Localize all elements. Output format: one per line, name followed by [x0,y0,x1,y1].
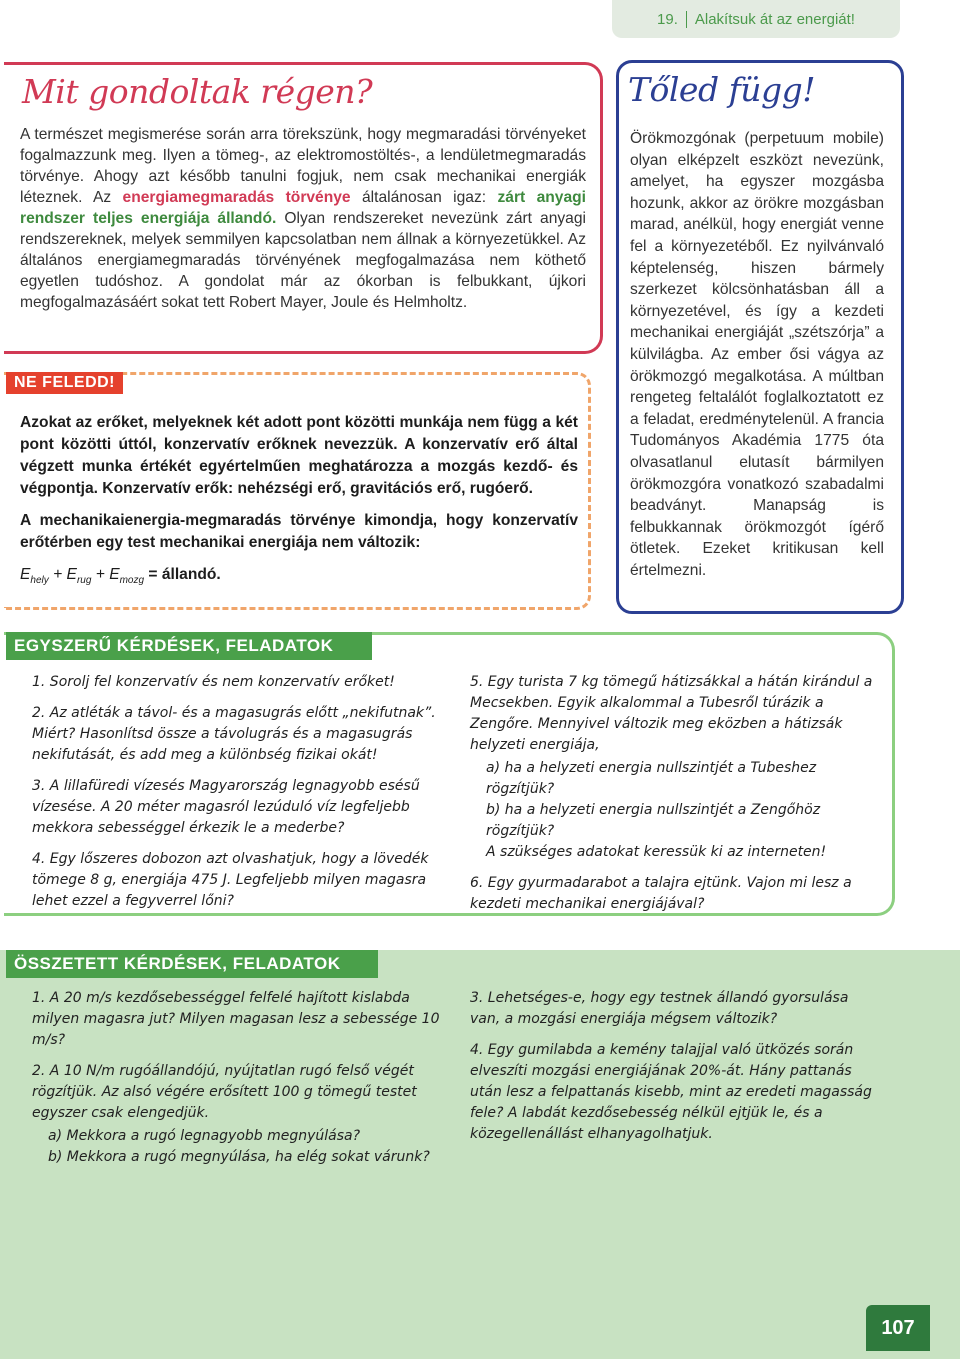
highlight-conservation-law: energiamegmaradás törvénye [122,189,351,206]
history-text [20,124,586,313]
complex-question-3: 3. Lehetséges-e, hogy egy testnek állandó gyorsulása van, a mozgási energiája mégsem változik? [470,990,849,1027]
complex-questions-heading: ÖSSZETETT KÉRDÉSEK, FELADATOK [6,950,378,978]
simple-question-6: 6. Egy gyurmadarabot a talajra ejtünk. Vajon mi lesz a kezdeti mechanikai energiájával? [470,875,852,912]
complex-question-2b: b) Mekkora a rugó megnyúlása, ha elég sokat várunk? [48,1149,430,1165]
simple-questions-left [32,672,452,922]
energy-formula: $E_{hely} + E_{rug} + E_{mozg}$ = állandó. [20,566,221,587]
chapter-number: 19. [657,11,687,28]
complex-questions-left [32,988,442,1168]
simple-question-5-note: A szükséges adatokat keressük ki az interneten! [486,844,827,860]
remember-text [20,412,578,592]
highlight-closed-system: zárt anyagi rendszer teljes energiája állandó. [20,189,587,227]
depends-on-you-text: Örökmozgónak (perpetuum mobile) olyan elképzelt eszközt nevezünk, amelyet, ha egyszer mozgásba hozunk, akkor az örökre mozgásban marad, anélkül, hogy energiát venne fel a környezetéből. Ez nyilvánvaló képtelenség, hiszen bármely szerkezet kölcsönhatásban áll a környezetével, és így a kezdeti mechanikai energiáját „szétszórja” a külvilágba. Az ember ősi vágya az örökmozgó megalkotása. A múltban rengeteg feltalálót foglalkoztatott ez a feladat, eredménytelenül. A francia Tudományos Akadémia 1775 óta olvasatlanul elutasít bármilyen örökmozgóra vonatkozó szabadalmi beadványt. Manapság is felbukkannak örökmozgót ígérő ötletek. Ezeket kritikusan kell értelmezni. [630,130,884,579]
simple-question-5a: a) ha a helyzeti energia nullszintjét a Tubeshez rögzítjük? [486,760,817,797]
remember-label: NE FELEDD! [6,372,123,394]
complex-question-4: 4. Egy gumilabda a kemény talajjal való ütközés során elveszíti mozgási energiájának 20%-át. Hány pattanás után lesz a felpattanás kisebb, mint az eredeti magasság fele? A labdát kezdősebesség nélkül ejtjük le, és a közegellenállást elhanyagolhatjuk. [470,1042,872,1142]
simple-questions-right [470,672,882,925]
simple-question-2: 2. Az atléták a távol- és a magasugrás előtt „nekifutnak”. Miért? Hasonlítsd össze a távolugrás és a magasugrás nekifutását, és add meg a különbség fizikai okát! [32,705,436,763]
complex-question-1: 1. A 20 m/s kezdősebességgel felfelé hajított kislabda milyen magasra jut? Milyen magasan lesz a sebessége 10 m/s? [32,990,440,1048]
remember-paragraph-1: Azokat az erőket, melyeknek két adott pont közötti munkája nem függ a két pont közötti úttól, konzervatív erőknek nevezzük. A konzervatív erő által végzett munka értékét egyértelműen meghatározza a mozgás kezdő- és végpontja. Konzervatív erők: nehézségi erő, gravitációs erő, rugóerő. [20,414,578,497]
simple-question-4: 4. Egy lőszeres dobozon azt olvashatjuk, hogy a lövedék tömege 8 g, energiája 475 J. Legfeljebb milyen magasra lehet ezzel a fegyverrel lőni? [32,851,429,909]
depends-on-you-title: Tőled függ! [628,70,816,109]
chapter-tab [612,0,900,38]
complex-background [0,1190,960,1359]
simple-question-1: 1. Sorolj fel konzervatív és nem konzervatív erőket! [32,674,395,690]
history-text-2: általánosan igaz: [350,189,498,206]
complex-question-2: 2. A 10 N/m rugóállandójú, nyújtatlan rugó felső végét rögzítjük. Az alsó végére erősített 100 g tömegű testet egyszer csak elengedjük. [32,1063,417,1121]
history-text-3: Olyan rendszereket nevezünk zárt anyagi rendszereknek, melyek semmilyen kapcsolatban nem állnak a környezetükkel. Az általános energiamegmaradás törvényének megfogalmazása nem köthető egyetlen tudóshoz. A gondolat már az ókorban is felbukkant, újkori megfogalmazásáért sokat tett Robert Mayer, Joule és Helmholtz. [20,210,586,311]
page-number: 107 [866,1305,930,1351]
chapter-title: Alakítsuk át az energiát! [694,10,855,28]
complex-questions-right [470,988,882,1155]
complex-question-2a: a) Mekkora a rugó legnagyobb megnyúlása? [48,1128,361,1144]
simple-question-5b: b) ha a helyzeti energia nullszintjét a Zengőhöz rögzítjük? [486,802,821,839]
simple-questions-heading: EGYSZERŰ KÉRDÉSEK, FELADATOK [6,632,372,660]
remember-paragraph-2: A mechanikaienergia-megmaradás törvénye kimondja, hogy konzervatív erőtérben egy test mechanikai energiája nem változik: [20,512,578,551]
simple-question-3: 3. A lillafüredi vízesés Magyarország legnagyobb esésű vízesése. A 20 méter magasról lezúduló víz legfeljebb mekkora sebességgel érkezik le a mederbe? [32,778,420,836]
simple-question-5: 5. Egy turista 7 kg tömegű hátizsákkal a hátán kirándul a Mecsekben. Egyik alkalommal a Tubesről túrázik a Zengőre. Mennyivel változik meg eközben a hátizsák helyzeti energiája, [470,674,873,753]
history-title: Mit gondoltak régen? [22,72,373,111]
history-text-1: A természet megismerése során arra törekszünk, hogy megmaradási törvényeket fogalmazzunk meg. Ilyen a tömeg-, az elektromostöltés-, a lendületmegmaradás törvénye. Ahogy azt később tanulni fogjuk, nem csak mechanikai energiák léteznek. Az [20,126,586,206]
